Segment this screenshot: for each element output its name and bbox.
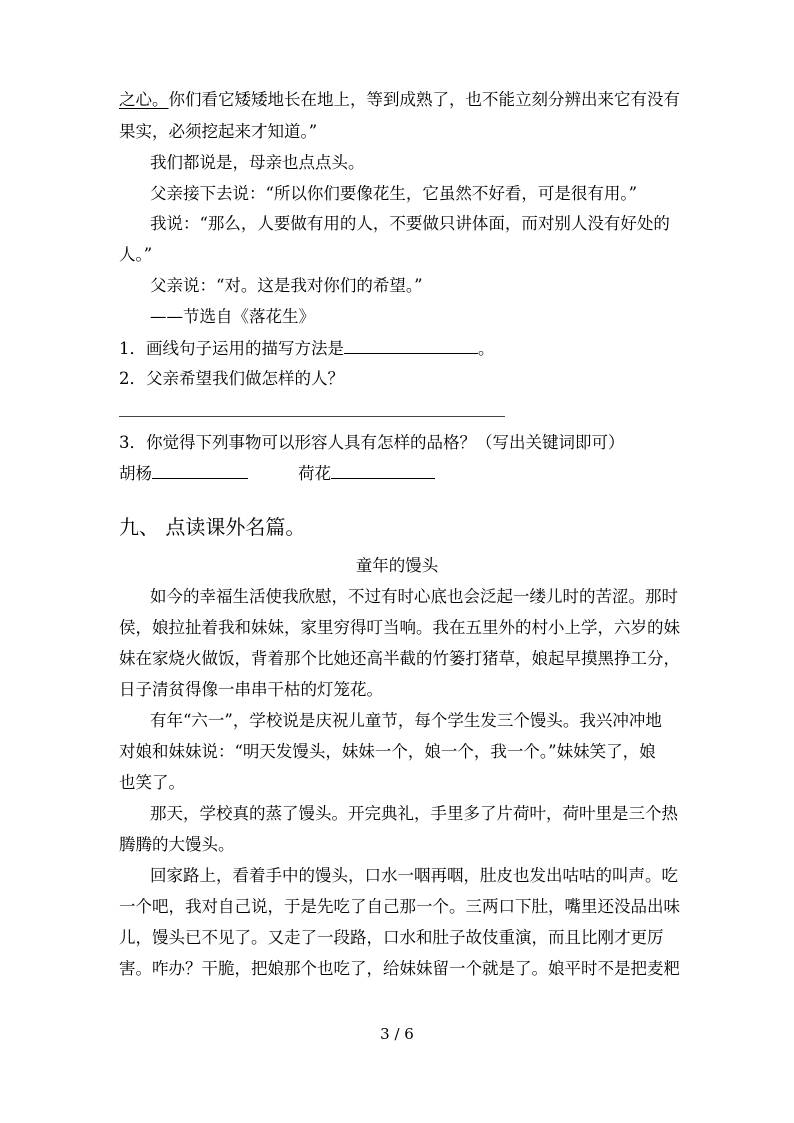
question-2: 2．父亲希望我们做怎样的人？ bbox=[119, 369, 344, 388]
passage-line: 我说：“那么，人要做有用的人，不要做只讲体面，而对别人没有好处的 bbox=[150, 214, 670, 233]
passage-text: 你们看它矮矮地长在地上，等到成熟了，也不能立刻分辨出来它有没有 bbox=[168, 90, 680, 109]
paragraph-4-line: 害。咋办？干脆，把娘那个也吃了，给妹妹留一个就是了。娘平时不是把麦粑 bbox=[119, 959, 680, 978]
passage-line bbox=[119, 89, 679, 111]
passage-line: 父亲说：“对。这是我对你们的希望。” bbox=[150, 276, 423, 295]
question-1-text: 1．画线句子运用的描写方法是 bbox=[119, 339, 344, 358]
paragraph-1-line: 如今的幸福生活使我欣慰，不过有时心底也会泛起一缕儿时的苦涩。那时 bbox=[150, 587, 678, 606]
answer-blank-hehua[interactable] bbox=[331, 462, 435, 479]
answer-line-2[interactable] bbox=[119, 416, 505, 417]
paragraph-2-line: 对娘和妹妹说：“明天发馒头，妹妹一个，娘一个，我一个。”妹妹笑了，娘 bbox=[119, 742, 656, 761]
answer-blank-1[interactable] bbox=[344, 337, 478, 354]
passage-line: 人。” bbox=[119, 245, 153, 264]
paragraph-2-line: 有年“六一”，学校说是庆祝儿童节，每个学生发三个馒头。我兴冲冲地 bbox=[150, 711, 662, 730]
passage-line: 父亲接下去说：“所以你们要像花生，它虽然不好看，可是很有用。” bbox=[150, 184, 638, 203]
item-hehua: 荷花 bbox=[298, 464, 331, 483]
paragraph-4-line: 一个吧，我对自己说，于是先吃了自己那一个。三两口下肚，嘴里还没品出味 bbox=[119, 897, 680, 916]
answer-blank-huyang[interactable] bbox=[152, 462, 248, 479]
paragraph-1-line: 日子清贫得像一串串干枯的灯笼花。 bbox=[119, 680, 383, 699]
passage-line: 我们都说是，母亲也点点头。 bbox=[150, 153, 365, 172]
question-3: 3．你觉得下列事物可以形容人具有怎样的品格？（写出关键词即可） bbox=[119, 433, 625, 452]
paragraph-2-line: 也笑了。 bbox=[119, 773, 185, 792]
paragraph-4-line: 回家路上，看着手中的馒头，口水一咽再咽，肚皮也发出咕咕的叫声。吃 bbox=[150, 866, 678, 885]
paragraph-1-line: 妹在家烧火做饭，背着那个比她还高半截的竹篓打猪草，娘起早摸黑挣工分， bbox=[119, 649, 680, 668]
article-title: 童年的馒头 bbox=[355, 556, 439, 575]
question-1-end: 。 bbox=[478, 339, 495, 358]
underlined-sentence-end: 之心。 bbox=[119, 90, 169, 109]
item-huyang: 胡杨 bbox=[119, 464, 152, 483]
paragraph-1-line: 侯，娘拉扯着我和妹妹，家里穷得叮当响。我在五里外的村小上学，六岁的妹 bbox=[119, 618, 680, 637]
section-heading: 九、 点读课外名篇。 bbox=[119, 515, 306, 539]
paragraph-3-line: 腾腾的大馒头。 bbox=[119, 835, 235, 854]
passage-source: ——节选自《落花生》 bbox=[150, 307, 315, 326]
paragraph-3-line: 那天，学校真的蒸了馒头。开完典礼，手里多了片荷叶，荷叶里是三个热 bbox=[150, 804, 678, 823]
question-3-items bbox=[119, 462, 679, 485]
question-1 bbox=[119, 337, 679, 360]
paragraph-4-line: 儿，馒头已不见了。又走了一段路，口水和肚子故伎重演，而且比刚才更厉 bbox=[119, 928, 664, 947]
passage-line: 果实，必须挖起来才知道。” bbox=[119, 122, 318, 141]
page-number: 3 / 6 bbox=[380, 1025, 414, 1043]
